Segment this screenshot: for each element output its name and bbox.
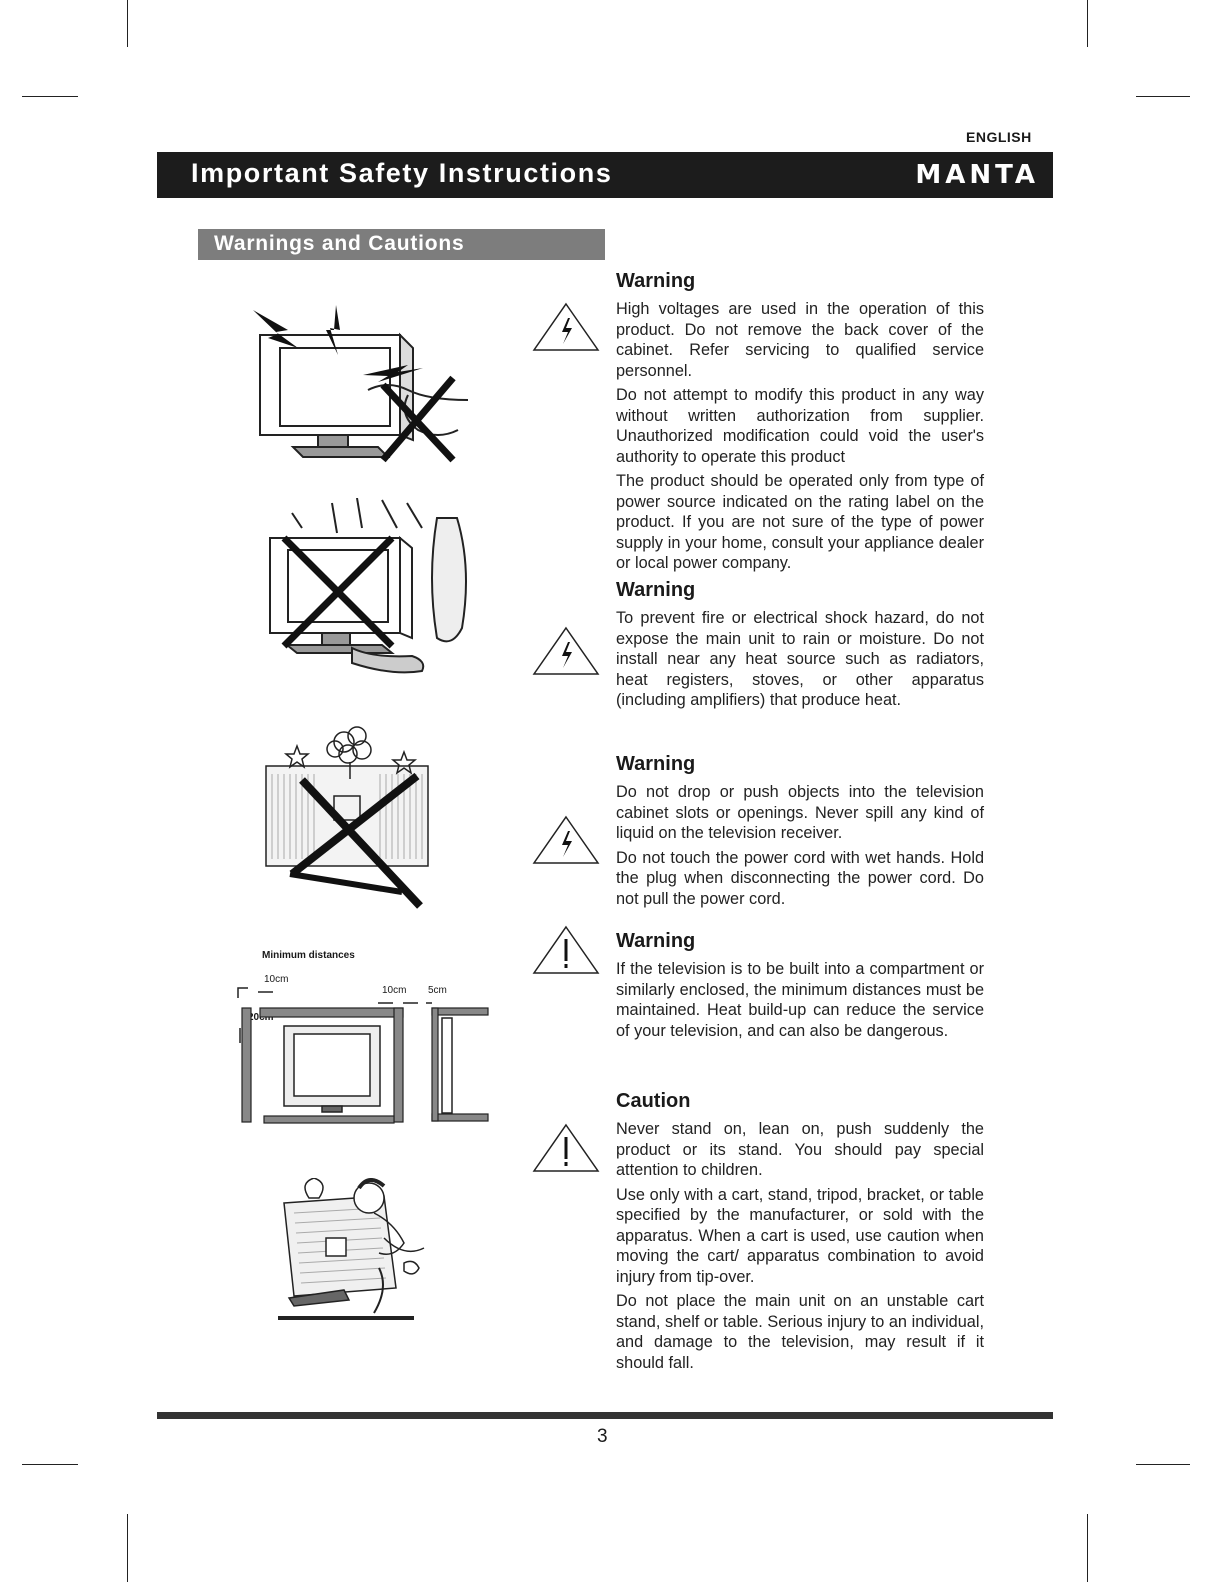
distances-title: Minimum distances xyxy=(262,950,355,961)
block-heading: Warning xyxy=(616,930,696,952)
block-paragraph: If the television is to be built into a compartment or similarly enclosed, the minimum distances must be maintained. Heat build-up can reduce the service of your television, and can also be dangerous. xyxy=(616,960,984,1040)
crop-mark xyxy=(22,96,78,97)
block-paragraph: Do not place the main unit on an unstable cart stand, shelf or table. Serious injury to an individual, and damage to the television, may result if it should fall. xyxy=(616,1292,984,1372)
page-title: Important Safety Instructions xyxy=(191,158,613,188)
warning-block-moisture xyxy=(616,579,984,715)
crop-mark xyxy=(1136,1464,1190,1465)
block-paragraph: Do not drop or push objects into the television cabinet slots or openings. Never spill any kind of liquid on the television receiver. xyxy=(616,783,984,842)
lightning-warning-icon xyxy=(532,302,600,352)
distance-side-label: 10cm xyxy=(382,985,407,996)
header-bar xyxy=(157,152,1053,198)
block-heading: Warning xyxy=(616,753,696,775)
block-paragraph: The product should be operated only from type of power source indicated on the rating label on the product. If you are not sure of the type of power supply in your home, consult your appliance dealer or local power company. xyxy=(616,472,984,572)
lightning-warning-icon xyxy=(532,626,600,676)
block-paragraph: High voltages are used in the operation of this product. Do not remove the back cover of the cabinet. Refer servicing to qualified service personnel. xyxy=(616,300,984,380)
block-heading: Caution xyxy=(616,1090,691,1112)
crop-mark xyxy=(1087,0,1088,47)
block-heading: Warning xyxy=(616,579,696,601)
crop-mark xyxy=(22,1464,78,1465)
language-label: ENGLISH xyxy=(966,129,1032,145)
tv-high-voltage-illustration xyxy=(248,300,488,470)
block-heading: Warning xyxy=(616,270,696,292)
distance-rear-label: 5cm xyxy=(428,985,447,996)
tv-tip-over-illustration xyxy=(264,1178,444,1323)
crop-mark xyxy=(127,1514,128,1582)
caution-block-stand xyxy=(616,1090,984,1377)
exclamation-warning-icon xyxy=(532,1123,600,1173)
warning-block-high-voltage xyxy=(616,270,984,578)
block-paragraph: Never stand on, lean on, push suddenly the product or its stand. You should pay special attention to children. xyxy=(616,1120,984,1179)
block-paragraph: To prevent fire or electrical shock hazard, do not expose the main unit to rain or moisture. Do not install near any heat source such as radiators, heat registers, stoves, or other apparatus (including amplifiers) that produce heat. xyxy=(616,609,984,709)
lightning-warning-icon xyxy=(532,815,600,865)
crop-mark xyxy=(1136,96,1190,97)
page-number: 3 xyxy=(597,1426,608,1447)
crop-mark xyxy=(1087,1514,1088,1582)
exclamation-warning-icon xyxy=(532,925,600,975)
minimum-distances-illustration xyxy=(228,948,490,1128)
brand-logo: MANTA xyxy=(915,160,1039,190)
warning-block-objects xyxy=(616,753,984,913)
warning-block-distances xyxy=(616,930,984,1045)
block-paragraph: Do not attempt to modify this product in any way without written authorization from supplier. Unauthorized modification could void the user's authority to operate this product xyxy=(616,386,984,466)
crop-mark xyxy=(127,0,128,47)
block-paragraph: Use only with a cart, stand, tripod, bracket, or table specified by the manufacturer, or sold with the apparatus. When a cart is used, use caution when moving the cart/ apparatus combination to avoid injury from tip-over. xyxy=(616,1185,984,1286)
distance-top-label: 10cm xyxy=(264,974,289,985)
footer-bar xyxy=(157,1412,1053,1419)
tv-objects-on-top-illustration xyxy=(262,724,442,914)
block-paragraph: Do not touch the power cord with wet hands. Hold the plug when disconnecting the power cord. Do not pull the power cord. xyxy=(616,848,984,908)
tv-rain-moisture-illustration xyxy=(262,498,482,678)
section-bar xyxy=(198,229,605,260)
section-title: Warnings and Cautions xyxy=(214,232,465,255)
